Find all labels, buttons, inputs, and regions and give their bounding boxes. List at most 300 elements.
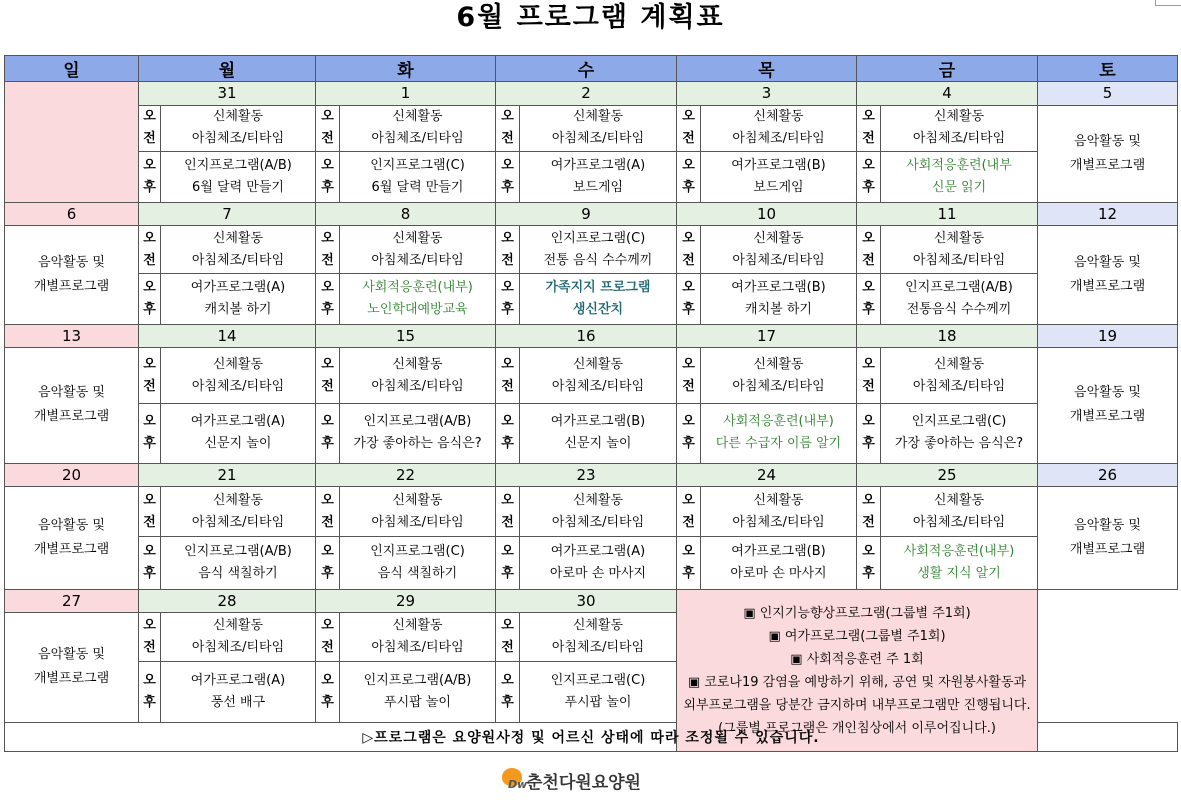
sunday-program [5, 348, 139, 463]
am-program [701, 348, 857, 404]
date-weekday: 14 [139, 325, 316, 348]
pm-label-line: 오 [143, 544, 156, 560]
pm-label-line: 오 [321, 157, 334, 173]
pm-label-line: 후 [501, 179, 514, 195]
pm-program [520, 274, 677, 325]
saturday-program-line: 개별프로그램 [1069, 157, 1146, 173]
am-label-line: 전 [501, 252, 514, 268]
pm-label [316, 661, 340, 722]
pm-program-line: 보드게임 [753, 179, 804, 195]
am-label-line: 전 [682, 252, 695, 268]
am-row [5, 105, 1178, 152]
am-label [857, 486, 881, 537]
pm-program [340, 274, 496, 325]
am-label-line: 오 [143, 356, 156, 372]
pm-label-line: 오 [501, 414, 514, 430]
saturday-program-line: 음악활동 및 [1074, 133, 1141, 149]
am-program-line: 아침체조/티타임 [732, 131, 825, 147]
am-program [701, 225, 857, 274]
am-label-line: 오 [862, 109, 875, 125]
pm-label-line: 후 [682, 436, 695, 452]
day-header-fri: 금 [857, 56, 1038, 82]
am-program-line: 아침체조/티타임 [371, 514, 464, 530]
pm-label [496, 274, 520, 325]
date-weekday: 8 [316, 202, 496, 225]
date-weekday: 11 [857, 202, 1038, 225]
am-program-line: 신체활동 [572, 492, 624, 508]
pm-label-line: 오 [862, 280, 875, 296]
pm-program-line: 인지프로그램(A/B) [184, 544, 292, 560]
pm-label [316, 537, 340, 590]
am-label [496, 486, 520, 537]
pm-label-line: 오 [143, 414, 156, 430]
am-program [520, 105, 677, 152]
am-label-line: 오 [682, 492, 695, 508]
am-program [340, 613, 496, 662]
am-program-line: 아침체조/티타임 [371, 252, 464, 268]
pm-label [496, 537, 520, 590]
pm-program-line: 가장 좋아하는 음식은? [894, 436, 1024, 452]
pm-program-line: 여가프로그램(A) [190, 414, 286, 430]
am-label [316, 105, 340, 152]
pm-label-line: 후 [143, 302, 156, 318]
date-row [5, 590, 1178, 613]
note-line: ▣ 코로나19 감염을 예방하기 위해, 공연 및 자원봉사활동과 [687, 674, 1027, 690]
pm-label-line: 오 [143, 157, 156, 173]
pm-label-line: 후 [682, 566, 695, 582]
pm-program-line: 6월 달력 만들기 [192, 179, 284, 195]
am-program-line: 아침체조/티타임 [551, 640, 645, 656]
pm-label-line: 오 [143, 672, 156, 688]
sunday-program-line: 개별프로그램 [33, 279, 110, 294]
date-weekday: 15 [316, 325, 496, 348]
am-program-line: 아침체조/티타임 [551, 514, 645, 530]
pm-label [496, 403, 520, 463]
am-program-line: 신체활동 [392, 618, 443, 634]
pm-label-line: 오 [682, 280, 695, 296]
am-program [520, 225, 677, 274]
pm-row [5, 274, 1178, 325]
pm-program [520, 537, 677, 590]
am-label-line: 오 [862, 492, 875, 508]
am-program [520, 486, 677, 537]
pm-label-line: 후 [321, 302, 334, 318]
am-label-line: 전 [321, 378, 334, 394]
pm-label-line: 오 [321, 544, 334, 560]
pm-label-line: 오 [501, 544, 514, 560]
am-program-line: 신체활동 [572, 356, 624, 372]
pm-label-line: 오 [682, 157, 695, 173]
pm-program-line: 푸시팝 놀이 [384, 694, 451, 710]
pm-row [5, 403, 1178, 463]
saturday-program-line: 음악활동 및 [1074, 385, 1141, 401]
date-weekday: 23 [496, 463, 677, 486]
pm-program-line: 인지프로그램(A/B) [363, 672, 472, 688]
am-program-line: 신체활동 [753, 492, 804, 508]
pm-program-line: 인지프로그램(C) [911, 414, 1007, 430]
am-program-line: 아침체조/티타임 [371, 378, 464, 394]
corner-mark [1155, 0, 1181, 6]
pm-program [161, 152, 316, 203]
date-weekday: 21 [139, 463, 316, 486]
am-label [139, 613, 161, 662]
pm-label [496, 661, 520, 722]
sunday-program-line: 음악활동 및 [38, 517, 105, 533]
am-program-line: 아침체조/티타임 [191, 252, 285, 268]
am-program [881, 105, 1038, 152]
am-label-line: 전 [501, 640, 514, 656]
am-program [161, 613, 316, 662]
am-label-line: 오 [143, 230, 156, 246]
am-program-line: 신체활동 [933, 356, 985, 372]
date-weekday: 30 [496, 590, 677, 613]
am-label [316, 613, 340, 662]
am-program-line: 인지프로그램(C) [550, 230, 646, 246]
date-row [5, 463, 1178, 486]
am-label-line: 오 [682, 356, 695, 372]
am-program [520, 348, 677, 404]
am-label-line: 오 [321, 492, 334, 508]
pm-program [881, 274, 1038, 325]
am-label-line: 전 [682, 131, 695, 147]
am-label-line: 전 [682, 514, 695, 530]
sunday-program-line: 음악활동 및 [38, 385, 105, 401]
am-program-line: 신체활동 [212, 492, 264, 508]
page-title: 6월 프로그램 계획표 [456, 2, 725, 33]
am-program [161, 348, 316, 404]
am-program [161, 486, 316, 537]
pm-label [139, 274, 161, 325]
am-program-line: 신체활동 [572, 618, 624, 634]
pm-program-line: 사회적응훈련(내부) [903, 544, 1015, 560]
am-program-line: 아침체조/티타임 [732, 252, 825, 268]
pm-label-line: 후 [862, 302, 875, 318]
am-label-line: 전 [321, 252, 334, 268]
pm-label [316, 274, 340, 325]
am-label [316, 225, 340, 274]
pm-label [857, 537, 881, 590]
am-program [881, 486, 1038, 537]
pm-program-line: 인지프로그램(C) [550, 672, 646, 688]
pm-program-line: 여가프로그램(B) [731, 280, 826, 296]
am-program-line: 아침체조/티타임 [551, 131, 645, 147]
pm-label [316, 403, 340, 463]
saturday-program [1038, 486, 1178, 589]
am-label-line: 전 [143, 378, 156, 394]
pm-label-line: 오 [862, 414, 875, 430]
am-program-line: 아침체조/티타임 [191, 514, 285, 530]
pm-label [857, 152, 881, 203]
date-row [5, 325, 1178, 348]
pm-program [701, 537, 857, 590]
pm-program-line: 여가프로그램(A) [190, 672, 286, 688]
date-row [5, 202, 1178, 225]
saturday-program-line: 개별프로그램 [1069, 279, 1146, 294]
pm-program-line: 여가프로그램(B) [731, 544, 826, 560]
pm-label [316, 152, 340, 203]
day-header-sat: 토 [1038, 56, 1178, 82]
pm-program [701, 274, 857, 325]
date-weekday: 24 [677, 463, 857, 486]
am-program-line: 아침체조/티타임 [191, 378, 285, 394]
am-label-line: 전 [501, 131, 514, 147]
logo-mark-text: Dw [508, 778, 528, 791]
pm-program-line: 생활 지식 알기 [917, 566, 1001, 582]
pm-program-line: 사회적응훈련(내부) [723, 414, 834, 430]
pm-program-line: 아로마 손 마사지 [730, 566, 827, 582]
pm-program-line: 인지프로그램(A/B) [363, 414, 472, 430]
saturday-program [1038, 105, 1178, 202]
pm-label [139, 152, 161, 203]
date-weekday: 2 [496, 82, 677, 105]
date-saturday: 12 [1038, 202, 1178, 225]
am-label-line: 전 [143, 640, 156, 656]
pm-program-line: 인지프로그램(A/B) [184, 157, 292, 173]
am-label-line: 오 [321, 356, 334, 372]
am-program [340, 348, 496, 404]
saturday-program-line: 음악활동 및 [1074, 255, 1141, 270]
sunday-empty [5, 82, 139, 202]
am-program-line: 신체활동 [392, 492, 443, 508]
am-label [677, 225, 701, 274]
pm-program-line: 음식 색칠하기 [198, 566, 278, 582]
date-sunday: 13 [5, 325, 139, 348]
footer-note: ▷프로그램은 요양원사정 및 어르신 상태에 따라 조정될 수 있습니다. [5, 722, 1178, 751]
pm-program-line: 캐치볼 하기 [204, 302, 272, 318]
am-program-line: 아침체조/티타임 [371, 640, 464, 656]
pm-label-line: 후 [501, 694, 514, 710]
am-label-line: 오 [143, 492, 156, 508]
am-label-line: 전 [321, 514, 334, 530]
am-program-line: 신체활동 [572, 109, 624, 125]
am-label [316, 486, 340, 537]
date-weekday: 10 [677, 202, 857, 225]
pm-label-line: 후 [682, 179, 695, 195]
am-program-line: 아침체조/티타임 [371, 131, 464, 147]
footer-logo [500, 766, 641, 794]
pm-label-line: 오 [862, 544, 875, 560]
am-label [857, 348, 881, 404]
pm-program [161, 661, 316, 722]
am-program-line: 신체활동 [392, 230, 443, 246]
pm-label-line: 후 [501, 302, 514, 318]
logo-name: 춘천다원요양원 [526, 772, 641, 793]
pm-row [5, 537, 1178, 590]
date-weekday: 9 [496, 202, 677, 225]
pm-program-line: 푸시팝 놀이 [564, 694, 632, 710]
pm-label-line: 후 [321, 694, 334, 710]
pm-program-line: 인지프로그램(C) [370, 544, 465, 560]
am-program [881, 225, 1038, 274]
note-line: (그룹별 프로그램은 개인침상에서 이루어집니다.) [718, 720, 996, 736]
am-program-line: 아침체조/티타임 [732, 378, 825, 394]
am-program-line: 신체활동 [753, 230, 804, 246]
am-label [139, 486, 161, 537]
pm-label-line: 오 [321, 672, 334, 688]
sunday-program [5, 225, 139, 324]
date-weekday: 18 [857, 325, 1038, 348]
am-label-line: 오 [862, 356, 875, 372]
am-program-line: 신체활동 [212, 230, 264, 246]
pm-program-line: 전통음식 수수께끼 [906, 302, 1012, 318]
pm-label-line: 후 [321, 179, 334, 195]
pm-program-line: 신문 읽기 [931, 179, 987, 195]
pm-label-line: 후 [321, 436, 334, 452]
pm-label-line: 후 [143, 436, 156, 452]
pm-program [340, 537, 496, 590]
note-line: ▣ 사회적응훈련 주 1회 [790, 651, 924, 667]
pm-program-line: 여가프로그램(A) [190, 280, 286, 296]
pm-program [520, 152, 677, 203]
am-row [5, 225, 1178, 274]
date-weekday: 29 [316, 590, 496, 613]
note-line: 외부프로그램을 당분간 금지하며 내부프로그램만 진행됩니다. [683, 697, 1031, 713]
sunday-program [5, 486, 139, 589]
pm-program-line: 사회적응훈련(내부 [906, 157, 1012, 173]
pm-label-line: 후 [321, 566, 334, 582]
saturday-program [1038, 348, 1178, 463]
am-label [496, 348, 520, 404]
am-program-line: 신체활동 [212, 109, 264, 125]
am-program [340, 486, 496, 537]
am-label-line: 오 [501, 492, 514, 508]
am-label [139, 105, 161, 152]
pm-label [139, 403, 161, 463]
am-label-line: 오 [862, 230, 875, 246]
pm-label-line: 후 [862, 436, 875, 452]
day-header-mon: 월 [139, 56, 316, 82]
am-program-line: 신체활동 [392, 356, 443, 372]
am-program-line: 아침체조/티타임 [732, 514, 825, 530]
pm-program-line: 보드게임 [572, 179, 624, 195]
am-label [316, 348, 340, 404]
am-program-line: 신체활동 [753, 109, 804, 125]
date-sunday: 20 [5, 463, 139, 486]
pm-program-line: 가족지지 프로그램 [545, 280, 651, 296]
pm-program-line: 아로마 손 마사지 [549, 566, 647, 582]
am-row [5, 486, 1178, 537]
am-label-line: 전 [143, 514, 156, 530]
am-program-line: 아침체조/티타임 [912, 252, 1006, 268]
pm-row [5, 152, 1178, 203]
pm-program-line: 사회적응훈련(내부) [362, 280, 473, 296]
am-program-line: 아침체조/티타임 [191, 131, 285, 147]
pm-label-line: 오 [501, 157, 514, 173]
am-label-line: 오 [321, 230, 334, 246]
date-weekday: 25 [857, 463, 1038, 486]
date-sunday: 27 [5, 590, 139, 613]
am-label [139, 348, 161, 404]
am-program-line: 신체활동 [933, 492, 985, 508]
day-header-wed: 수 [496, 56, 677, 82]
day-header-tue: 화 [316, 56, 496, 82]
am-program-line: 신체활동 [753, 356, 804, 372]
pm-label [677, 403, 701, 463]
am-program [520, 613, 677, 662]
pm-program-line: 생신잔치 [572, 302, 624, 318]
pm-program [881, 537, 1038, 590]
pm-label-line: 후 [143, 179, 156, 195]
pm-program-line: 신문지 놀이 [204, 436, 272, 452]
pm-label [857, 274, 881, 325]
saturday-program-line: 개별프로그램 [1069, 409, 1146, 425]
am-label-line: 전 [143, 252, 156, 268]
day-header-thu: 목 [677, 56, 857, 82]
date-weekday: 28 [139, 590, 316, 613]
date-weekday: 16 [496, 325, 677, 348]
am-program-line: 신체활동 [933, 109, 985, 125]
pm-program-line: 여가프로그램(A) [550, 157, 646, 173]
pm-label-line: 후 [862, 179, 875, 195]
am-label-line: 전 [862, 131, 875, 147]
pm-program [161, 403, 316, 463]
am-label-line: 전 [321, 640, 334, 656]
pm-program [701, 403, 857, 463]
pm-program [881, 152, 1038, 203]
pm-program-line: 가장 좋아하는 음식은? [353, 436, 482, 452]
pm-program [340, 661, 496, 722]
pm-program [881, 403, 1038, 463]
am-program [340, 105, 496, 152]
am-label-line: 오 [143, 109, 156, 125]
am-program [881, 348, 1038, 404]
pm-label [857, 403, 881, 463]
pm-label-line: 오 [143, 280, 156, 296]
pm-program-line: 6월 달력 만들기 [371, 179, 464, 195]
pm-program [340, 152, 496, 203]
pm-label [139, 537, 161, 590]
am-label-line: 전 [862, 378, 875, 394]
saturday-program-line: 개별프로그램 [1069, 541, 1146, 557]
am-program [701, 105, 857, 152]
pm-program [161, 274, 316, 325]
sunday-program-line: 개별프로그램 [33, 541, 110, 557]
date-row [5, 82, 1178, 105]
am-label [677, 348, 701, 404]
am-label-line: 오 [682, 230, 695, 246]
date-saturday: 26 [1038, 463, 1178, 486]
am-program-line: 아침체조/티타임 [912, 131, 1006, 147]
am-label [677, 105, 701, 152]
pm-label-line: 오 [501, 280, 514, 296]
pm-program-line: 풍선 배구 [210, 694, 266, 710]
footer-row [5, 722, 1178, 751]
sunday-program-line: 개별프로그램 [33, 671, 110, 687]
am-label-line: 오 [501, 230, 514, 246]
am-program-line: 신체활동 [212, 618, 264, 634]
pm-program [701, 152, 857, 203]
am-label-line: 오 [321, 109, 334, 125]
am-program [701, 486, 857, 537]
date-weekday: 1 [316, 82, 496, 105]
pm-label [677, 274, 701, 325]
pm-program-line: 신문지 놀이 [564, 436, 632, 452]
pm-label [139, 661, 161, 722]
am-program [340, 225, 496, 274]
am-label-line: 전 [862, 514, 875, 530]
am-label-line: 전 [862, 252, 875, 268]
am-label-line: 전 [501, 378, 514, 394]
am-program-line: 아침체조/티타임 [912, 514, 1006, 530]
am-label-line: 전 [321, 131, 334, 147]
date-sunday: 6 [5, 202, 139, 225]
pm-program-line: 다른 수급자 이름 알기 [715, 436, 842, 452]
date-weekday: 22 [316, 463, 496, 486]
pm-program-line: 인지프로그램(A/B) [905, 280, 1013, 296]
pm-program-line: 여가프로그램(B) [550, 414, 646, 430]
am-label [496, 225, 520, 274]
am-label [139, 225, 161, 274]
